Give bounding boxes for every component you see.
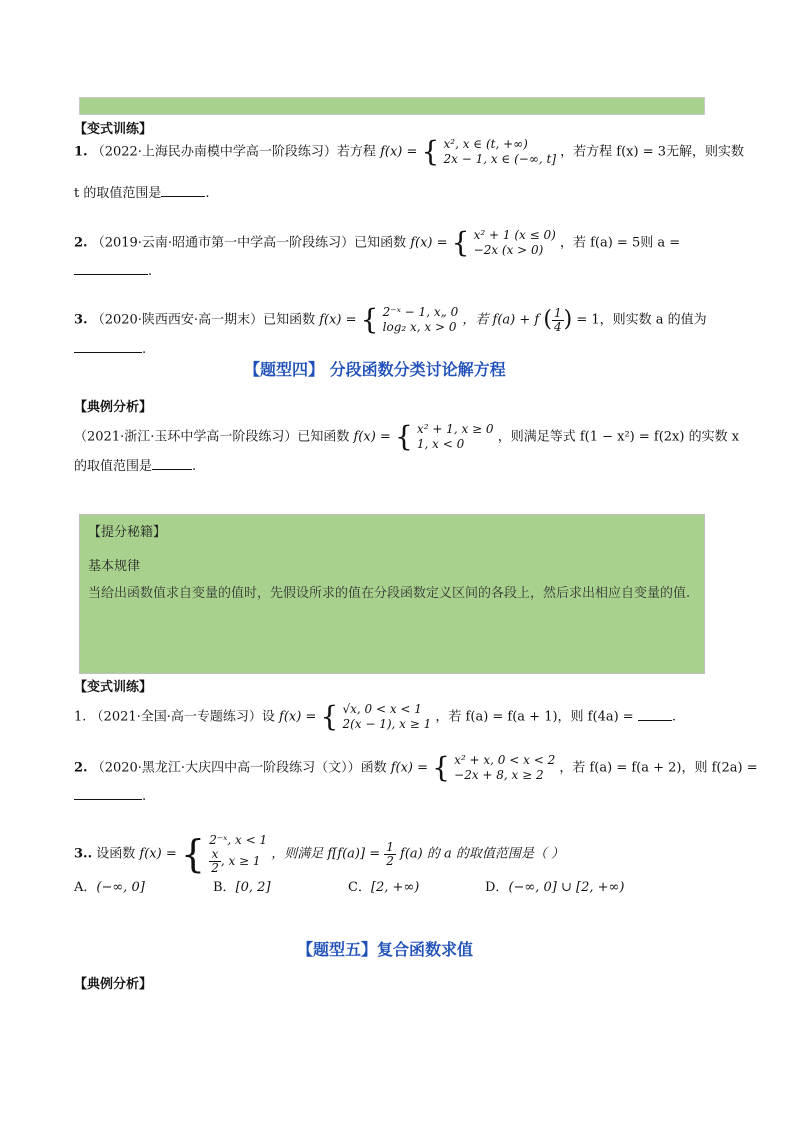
question-1 [74, 137, 744, 167]
question-2-line2 [74, 262, 152, 281]
question-3-line2 [74, 340, 146, 359]
variant-question-1 [74, 702, 676, 732]
question-source: （2022·上海民办南模中学高一阶段练习）若方程 [91, 144, 376, 160]
option-key: C． [348, 880, 371, 895]
question-condition-2: f(a) 的 a 的取值范围是（ ） [400, 846, 565, 862]
function-name: f(x) = [353, 429, 391, 445]
variant-training-label-2: 【变式训练】 [74, 680, 153, 695]
period: . [205, 186, 210, 201]
function-name: f(x) = [410, 235, 448, 251]
tip-title: 【提分秘籍】 [88, 525, 167, 540]
piecewise-brace: { [451, 226, 470, 259]
question-source: （2020·黑龙江·大庆四中高一阶段练习（文））函数 [91, 760, 387, 776]
fraction [552, 307, 564, 334]
question-3 [74, 305, 707, 335]
function-name: f(x) = [139, 846, 177, 862]
question-number: 3. [74, 846, 88, 862]
answer-blank[interactable] [161, 184, 205, 197]
case-1: x² + x, 0 < x < 2 [454, 753, 556, 767]
option-d[interactable] [485, 879, 624, 897]
answer-blank[interactable] [638, 708, 672, 721]
option-a[interactable] [74, 879, 145, 897]
fraction-numerator: x [209, 848, 221, 862]
piecewise-cases [474, 228, 556, 258]
paren-left: ( [543, 307, 552, 332]
case-1: 2⁻ˣ, x < 1 [209, 833, 268, 847]
piecewise-brace: { [421, 135, 440, 168]
option-key: D． [485, 880, 509, 895]
question-number: 2. [74, 760, 88, 776]
answer-blank[interactable] [74, 787, 142, 800]
case-2: 2x − 1, x ∈ (−∞, t] [443, 152, 556, 166]
answer-blank[interactable] [152, 457, 192, 470]
period: . [142, 789, 147, 804]
option-value: [0, 2] [235, 880, 271, 895]
question-number: 1. [74, 709, 87, 725]
question-text: t 的取值范围是 [74, 186, 162, 201]
option-b[interactable] [213, 879, 271, 897]
question-condition: ，则满足等式 f(1 − x²) = f(2x) 的实数 x [497, 429, 740, 445]
example-question [74, 422, 739, 452]
case-1: √x, 0 < x < 1 [342, 702, 422, 716]
variant-training-label: 【变式训练】 [74, 122, 153, 137]
fraction-numerator: 1 [386, 839, 394, 854]
case-1: x² + 1 (x ≤ 0) [473, 228, 556, 242]
option-value: [2, +∞) [370, 880, 420, 895]
option-value: (−∞, 0] ∪ [2, +∞) [508, 880, 625, 895]
case-2: −2x (x > 0) [473, 243, 544, 257]
section-heading-type5: 【题型五】复合函数求值 [297, 940, 474, 959]
question-1-line2 [74, 184, 210, 203]
variant-question-3 [74, 833, 564, 875]
function-name: f(x) = [380, 144, 418, 160]
period: . [142, 342, 147, 357]
question-number: 2. [74, 235, 88, 251]
option-c[interactable] [348, 879, 419, 897]
question-condition: ，若 f(a) = f(a + 1)，则 f(4a) = [435, 709, 634, 725]
tip-subtitle: 基本规律 [88, 559, 141, 574]
case-2: −2x + 8, x ≥ 2 [454, 768, 544, 782]
case-1: 2⁻ˣ − 1, x„ 0 [382, 305, 459, 319]
piecewise-brace: { [360, 303, 379, 336]
fraction-denominator: 2 [211, 861, 219, 875]
question-number-extra: . [87, 846, 93, 862]
section-heading-type4: 【题型四】 分段函数分类讨论解方程 [244, 360, 506, 379]
tip-box [79, 514, 705, 674]
piecewise-brace: { [432, 751, 450, 784]
period: . [671, 709, 676, 725]
case-1: x² + 1, x ≥ 0 [416, 422, 494, 436]
example-analysis-label: 【典例分析】 [74, 400, 153, 415]
question-condition-2: = 1，则实数 a 的值为 [576, 312, 707, 328]
question-source: （2020·陕西西安·高一期末）已知函数 [91, 312, 316, 328]
question-source: （2021·浙江·玉环中学高一阶段练习）已知函数 [74, 429, 350, 445]
fraction-denominator: 4 [553, 319, 562, 334]
question-condition: ，若方程 f(x) = 3无解，则实数 [560, 144, 744, 160]
piecewise-brace: { [320, 700, 339, 733]
question-condition: ，若 f(a) + f [462, 312, 540, 328]
case-2-condition: , x ≥ 1 [220, 854, 261, 868]
question-source: （2021·全国·高一专题练习）设 [90, 709, 275, 725]
answer-blank[interactable] [74, 340, 142, 353]
top-green-bar [79, 97, 705, 115]
example-analysis-label-2: 【典例分析】 [74, 977, 153, 992]
question-2 [74, 228, 680, 258]
question-condition: ，若 f(a) = f(a + 2)，则 f(2a) = [559, 760, 758, 776]
period: . [192, 459, 197, 474]
period: . [148, 264, 153, 279]
fraction-denominator: 2 [386, 853, 394, 868]
option-key: B． [213, 880, 236, 895]
case-2 [209, 848, 267, 875]
fraction [209, 848, 221, 875]
fraction-numerator: 1 [553, 305, 562, 320]
piecewise-cases [209, 833, 267, 875]
case-2: 2(x − 1), x ≥ 1 [342, 717, 432, 731]
fraction-half [384, 841, 396, 868]
piecewise-brace: { [180, 832, 206, 876]
question-condition: ，若 f(a) = 5则 a = [559, 235, 681, 251]
variant-question-2-line2 [74, 787, 146, 806]
piecewise-cases [454, 753, 555, 783]
function-name: f(x) = [319, 312, 357, 328]
case-1: x², x ∈ (t, +∞) [443, 137, 528, 151]
question-number: 3. [74, 312, 88, 328]
question-source: （2019·云南·昭通市第一中学高一阶段练习）已知函数 [91, 235, 407, 251]
piecewise-cases [342, 702, 431, 732]
answer-blank[interactable] [74, 262, 148, 275]
function-name: f(x) = [390, 760, 429, 776]
question-text: 的取值范围是 [74, 459, 153, 474]
piecewise-brace: { [394, 420, 413, 453]
case-2: 1, x < 0 [416, 437, 465, 451]
option-value: (−∞, 0] [96, 880, 145, 895]
question-number: 1. [74, 144, 88, 160]
question-intro: 设函数 [96, 846, 136, 862]
piecewise-cases [444, 137, 557, 167]
piecewise-cases [417, 422, 494, 452]
piecewise-cases [383, 305, 459, 335]
option-key: A． [74, 880, 97, 895]
tip-text: 当给出函数值求自变量的值时，先假设所求的值在分段函数定义区间的各段上，然后求出相应自变量的值. [88, 586, 691, 601]
example-question-line2 [74, 457, 196, 476]
question-condition: ，则满足 f[f(a)] = [271, 846, 381, 862]
variant-question-2 [74, 753, 758, 783]
case-2: log₂ x, x > 0 [382, 320, 457, 334]
paren-right: ) [563, 307, 573, 332]
function-name: f(x) = [279, 709, 317, 725]
